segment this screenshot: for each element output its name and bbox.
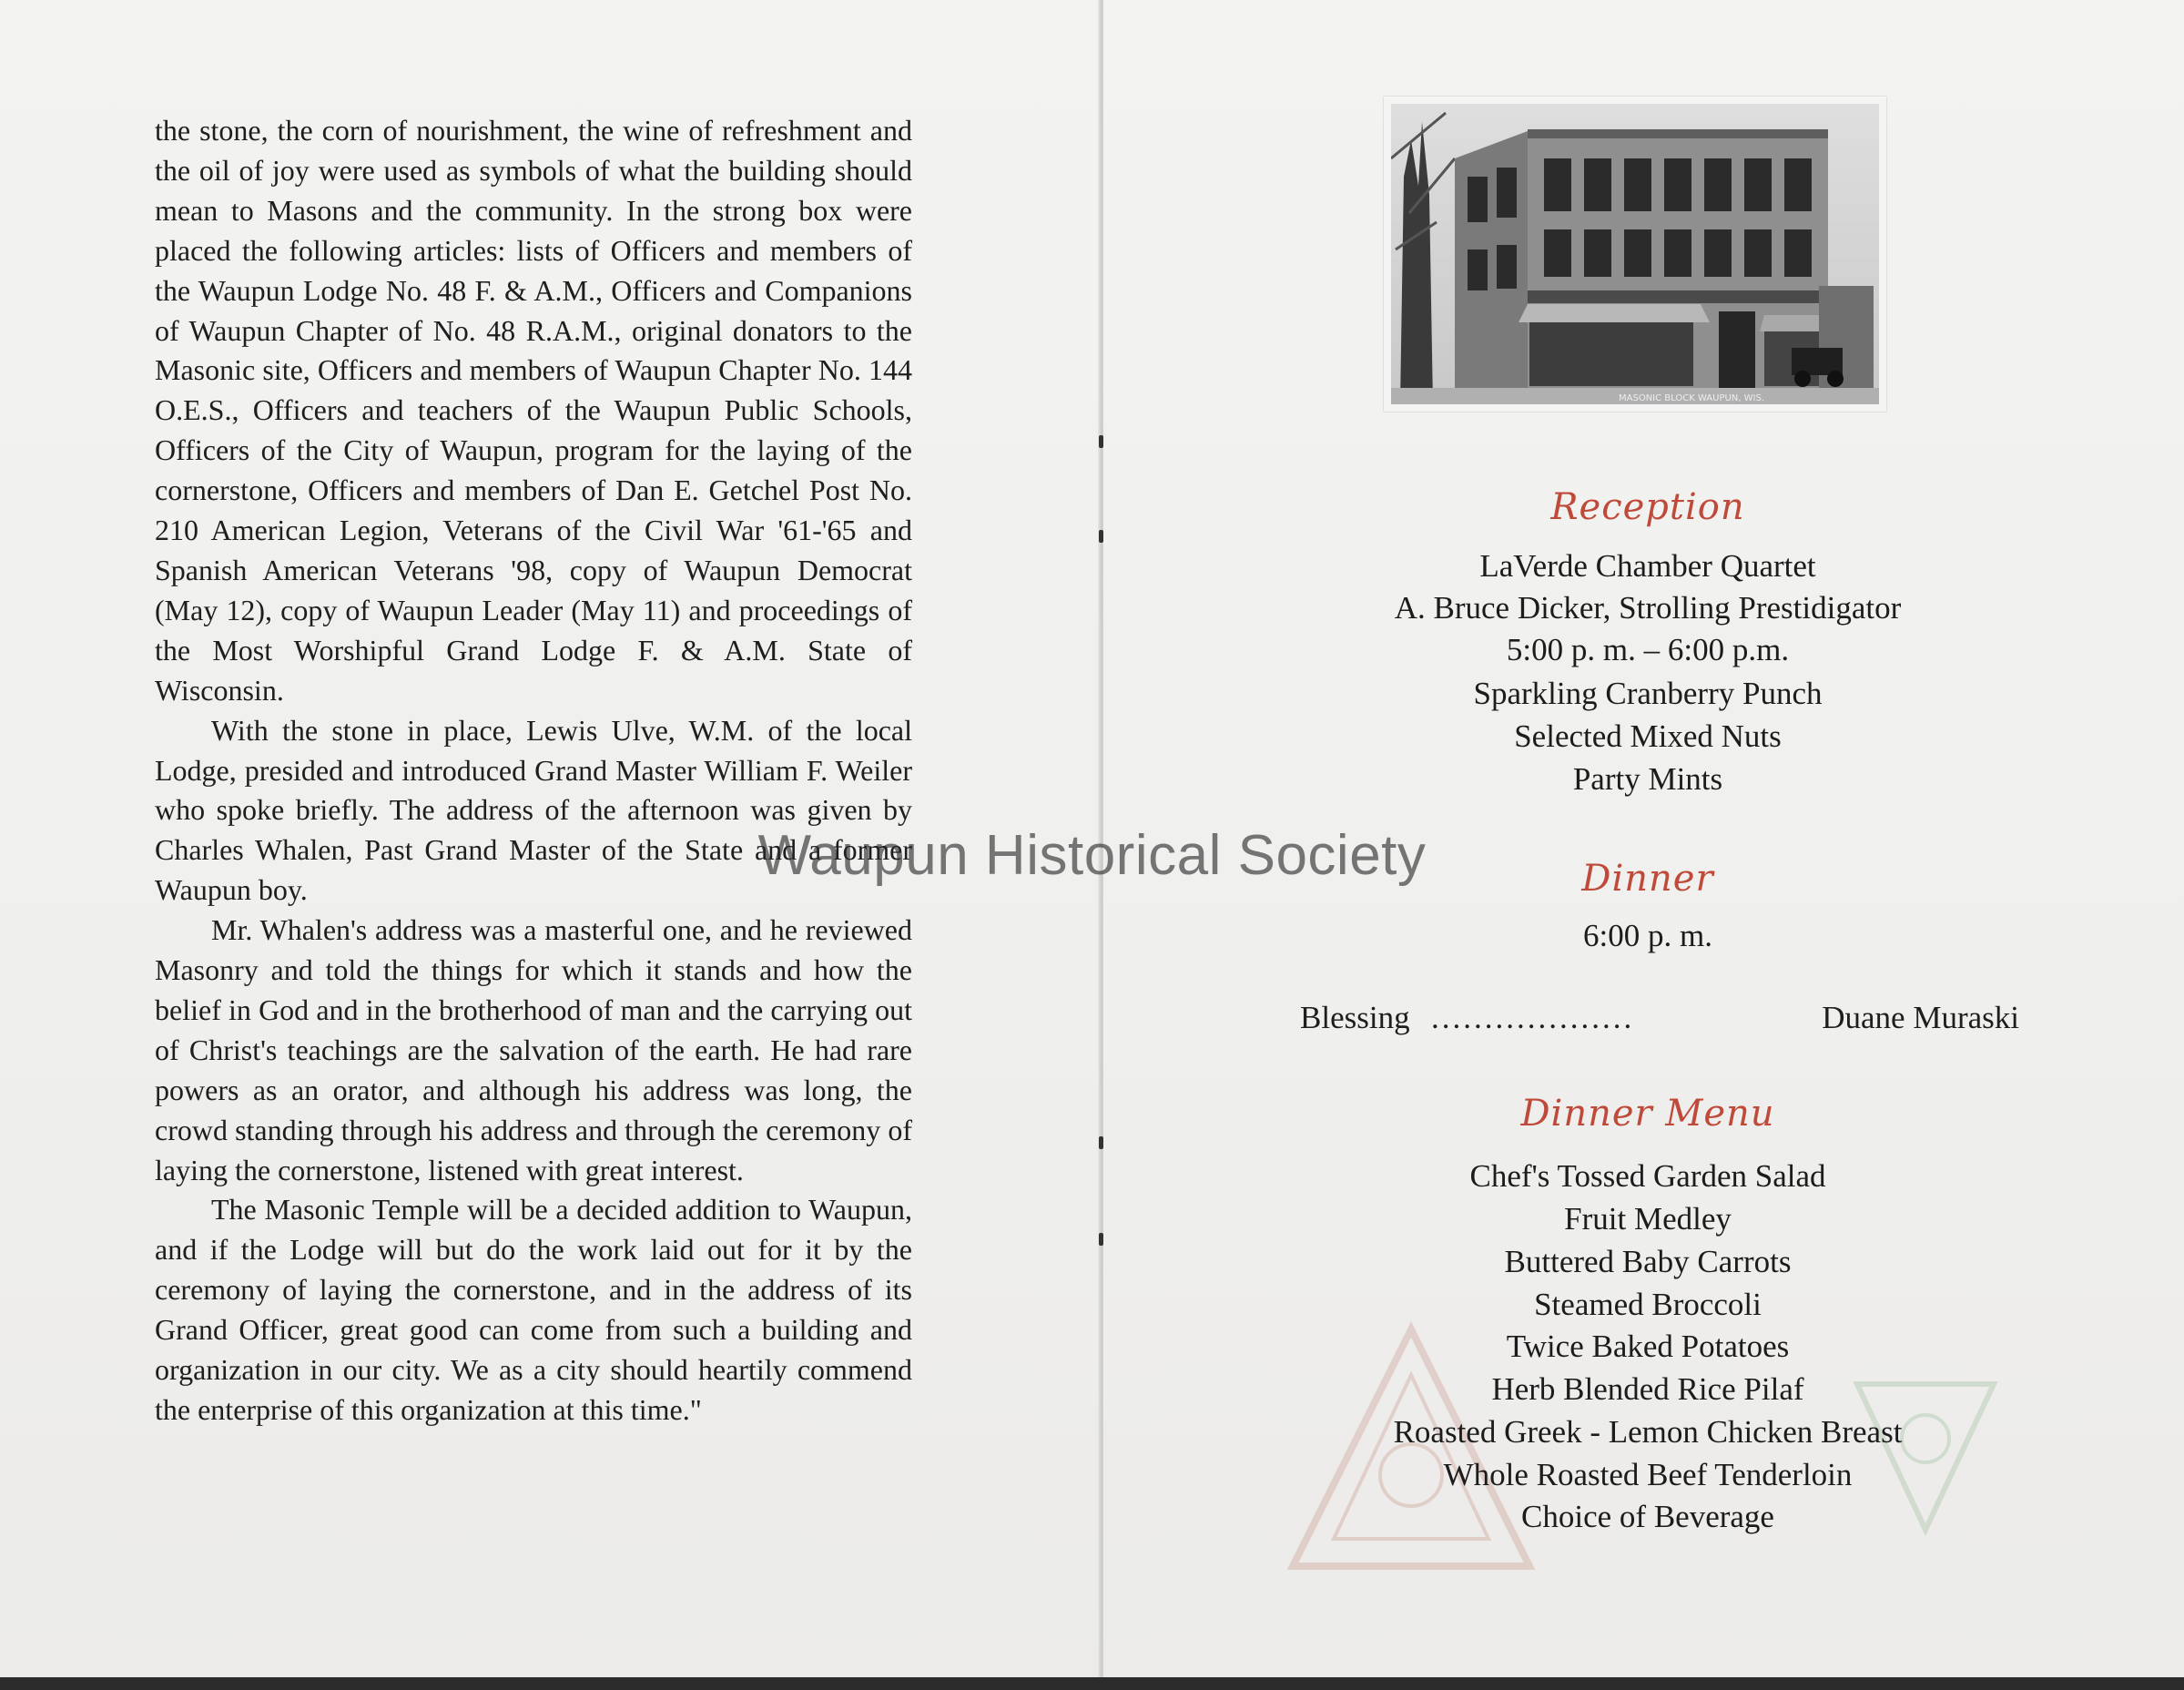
dinner-time: 6:00 p. m. (1583, 918, 1712, 953)
menu-item: Chef's Tossed Garden Salad (1469, 1158, 1826, 1194)
menu-item: Herb Blended Rice Pilaf (1491, 1371, 1804, 1407)
reception-line: LaVerde Chamber Quartet (1479, 548, 1816, 584)
building-photo-image (1391, 104, 1879, 404)
menu-item: Twice Baked Potatoes (1506, 1329, 1790, 1364)
article-text (155, 111, 912, 1430)
photo-caption: MASONIC BLOCK WAUPUN, WIS. (1619, 393, 1764, 403)
menu-item: Whole Roasted Beef Tenderloin (1443, 1457, 1853, 1492)
paragraph-masonic-temple: The Masonic Temple will be a decided addition to Waupun, and if the Lodge will but do the work laid out for it by the ceremony of laying the cornerstone, and in the address of its Grand Officer, great good can come from such a building and organization in our city. We as a city should heartily commend the enterprise of this organization at this time." (155, 1193, 912, 1426)
paragraph-strong-box: the stone, the corn of nourishment, the wine of refreshment and the oil of joy were used as symbols of what the building should mean to Masons and the community. In the strong box were placed the following articles: lists of Officers and members of the Waupun Lodge No. 48 F. & A.M., Officers and Companions of Waupun Chapter of No. 48 R.A.M., original donators to the Masonic site, Officers and members of Waupun Chapter No. 144 O.E.S., Officers and teachers of the Waupun Public Schools, Officers of the City of Waupun, program for the laying of the cornerstone, Officers and members of Dan E. Getchel Post No. 210 American Legion, Veterans of the Civil War '61-'65 and Spanish American Veterans '98, copy of Waupun Democrat (May 12), copy of Waupun Leader (May 11) and proceedings of the Most Worshipful Grand Lodge F. & A.M. State of Wisconsin. (155, 114, 912, 707)
blessing-leader-dots: ................... (1431, 1000, 1635, 1035)
reception-line: A. Bruce Dicker, Strolling Prestidigator (1394, 590, 1902, 626)
menu-item: Roasted Greek - Lemon Chicken Breast (1393, 1414, 1903, 1450)
dinner-heading: Dinner (1581, 858, 1714, 900)
paragraph-whalen-address: Mr. Whalen's address was a masterful one, and he reviewed Masonry and told the things for which it stands and how the belief in God and in the brotherhood of man and the carrying out of Christ's teachings are the salvation of the earth. He had rare powers as an orator, and although his address was long, the crowd standing through his address and through the ceremony of laying the cornerstone, listened with great interest. (155, 913, 912, 1186)
reception-time: 5:00 p. m. – 6:00 p.m. (1506, 632, 1790, 667)
menu-item: Buttered Baby Carrots (1504, 1244, 1792, 1279)
scan-bottom-edge (0, 1677, 2184, 1690)
blessing-line (1300, 1000, 2019, 1042)
menu-item: Choice of Beverage (1521, 1499, 1774, 1534)
menu-item: Steamed Broccoli (1534, 1287, 1762, 1322)
blessing-name: Duane Muraski (1822, 1000, 2019, 1035)
menu-item: Fruit Medley (1564, 1201, 1732, 1237)
reception-line: Party Mints (1572, 761, 1723, 797)
masonic-block-photo (1384, 97, 1886, 412)
blessing-label: Blessing (1300, 1000, 1410, 1035)
paragraph-stone-in-place: With the stone in place, Lewis Ulve, W.M. of the local Lodge, presided and introduced Grand Master William F. Weiler who spoke briefly. The address of the afternoon was given by Charles Whalen, Past Grand Master of the State and a former Waupun boy. (155, 713, 912, 907)
reception-line: Selected Mixed Nuts (1514, 718, 1782, 754)
watermark: Waupun Historical Society (757, 824, 1427, 887)
reception-line: Sparkling Cranberry Punch (1473, 676, 1823, 711)
dinner-menu-heading: Dinner Menu (1520, 1093, 1775, 1135)
reception-heading: Reception (1550, 486, 1745, 528)
